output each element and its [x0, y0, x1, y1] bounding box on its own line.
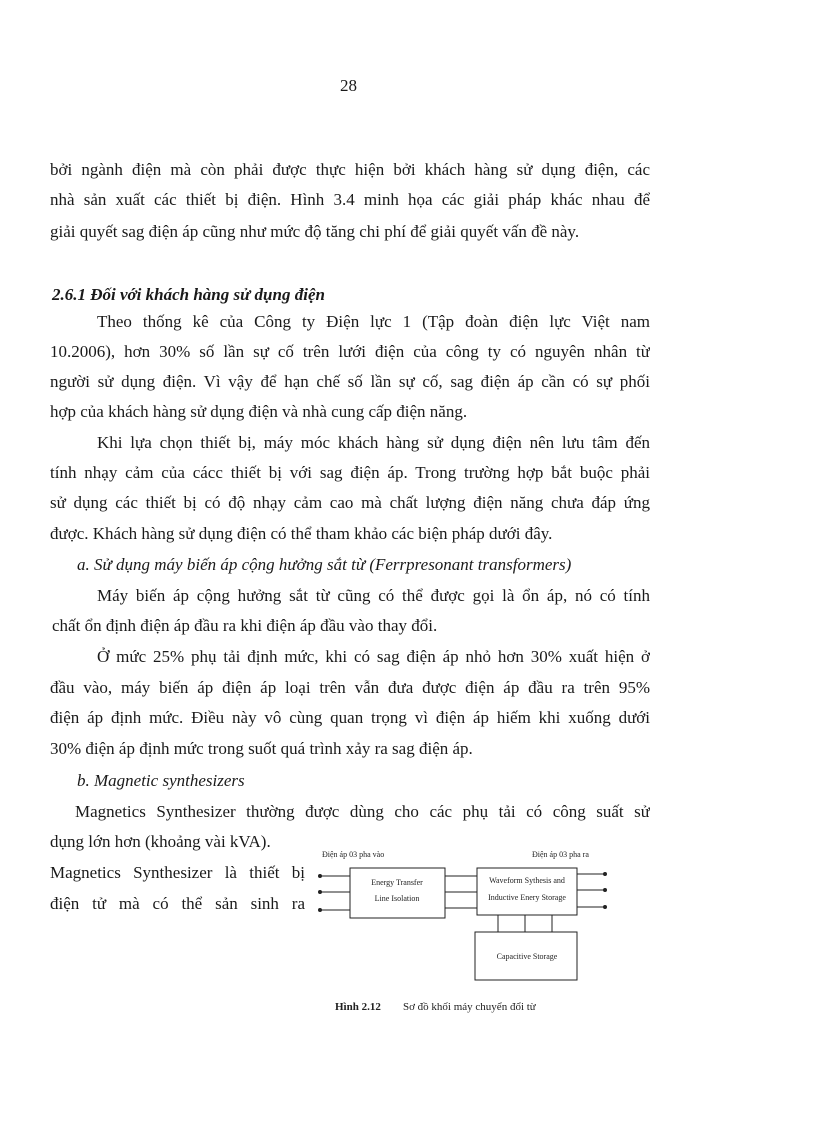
body-line: Khi lựa chọn thiết bị, máy móc khách hàng sử dụng điện nên lưu tâm đến: [97, 433, 650, 452]
page-number: 28: [340, 76, 357, 95]
subsection-a: a. Sử dụng máy biến áp cộng hưởng sắt từ (Ferrpresonant transformers): [77, 555, 572, 574]
body-line: tính nhạy cảm của cácc thiết bị với sag điện áp. Trong trường hợp bắt buộc phải: [50, 463, 650, 482]
body-line: được. Khách hàng sử dụng điện có thể tham khảo các biện pháp dưới đây.: [50, 524, 553, 543]
body-line: nhà sản xuất các thiết bị điện. Hình 3.4 minh họa các giải pháp khác nhau để: [50, 190, 650, 209]
body-line: bởi ngành điện mà còn phải được thực hiện bởi khách hàng sử dụng điện, các: [50, 160, 650, 179]
figure-caption-number: Hình 2.12: [335, 1001, 381, 1013]
subsection-b: b. Magnetic synthesizers: [77, 771, 245, 790]
body-line: Magnetics Synthesizer là thiết bị: [50, 863, 305, 882]
input-lines: [320, 876, 350, 910]
body-line: 30% điện áp định mức trong suốt quá trình xảy ra sag điện áp.: [50, 739, 473, 758]
energy-transfer-box: [350, 868, 445, 918]
body-line: giải quyết sag điện áp cũng như mức độ tăng chi phí để giải quyết vấn đề này.: [50, 222, 580, 241]
figure-caption-text: Sơ đồ khối máy chuyển đổi từ: [403, 1001, 536, 1013]
box2-line2: Inductive Enery Storage: [488, 893, 566, 902]
body-line: Ở mức 25% phụ tải định mức, khi có sag điện áp nhỏ hơn 30% xuất hiện ở: [97, 647, 650, 666]
body-line: sử dụng các thiết bị có độ nhạy cảm cao mà chất lượng điện năng chưa đáp ứng: [50, 493, 650, 512]
output-lines: [577, 874, 605, 907]
body-line: 10.2006), hơn 30% số lần sự cố trên lưới điện của công ty có nguyên nhân từ: [50, 342, 650, 361]
body-line: Máy biến áp cộng hưởng sắt từ cũng có thể được gọi là ổn áp, nó có tính: [97, 586, 650, 605]
body-line: dụng lớn hơn (khoảng vài kVA).: [50, 832, 271, 851]
box2-line1: Waveform Sythesis and: [489, 876, 565, 885]
output-label: Điện áp 03 pha ra: [532, 850, 589, 859]
body-line: Theo thống kê của Công ty Điện lực 1 (Tập đoàn điện lực Việt nam: [97, 312, 650, 331]
body-line: đầu vào, máy biến áp điện áp loại trên vẫn đưa được điện áp đầu ra trên 95%: [50, 678, 650, 697]
body-line: hợp của khách hàng sử dụng điện và nhà cung cấp điện năng.: [50, 402, 468, 421]
body-line: Magnetics Synthesizer thường được dùng cho các phụ tải có công suất sử: [75, 802, 650, 821]
body-line: điện tử mà có thể sản sinh ra: [50, 894, 305, 913]
box3-label: Capacitive Storage: [496, 952, 558, 961]
box1-line1: Energy Transfer: [371, 878, 423, 887]
section-heading: 2.6.1 Đối với khách hàng sử dụng điện: [52, 285, 325, 304]
box1-line2: Line Isolation: [374, 894, 420, 903]
body-line: điện áp định mức. Điều này vô cùng quan trọng vì điện áp hiếm khi xuống dưới: [50, 708, 650, 727]
body-line: chất ổn định điện áp đầu ra khi điện áp đầu vào thay đổi.: [52, 616, 438, 635]
input-label: Điện áp 03 pha vào: [322, 850, 385, 859]
body-line: người sử dụng điện. Vì vậy để hạn chế số lần sự cố, sag điện áp cần có sự phối: [50, 372, 650, 391]
